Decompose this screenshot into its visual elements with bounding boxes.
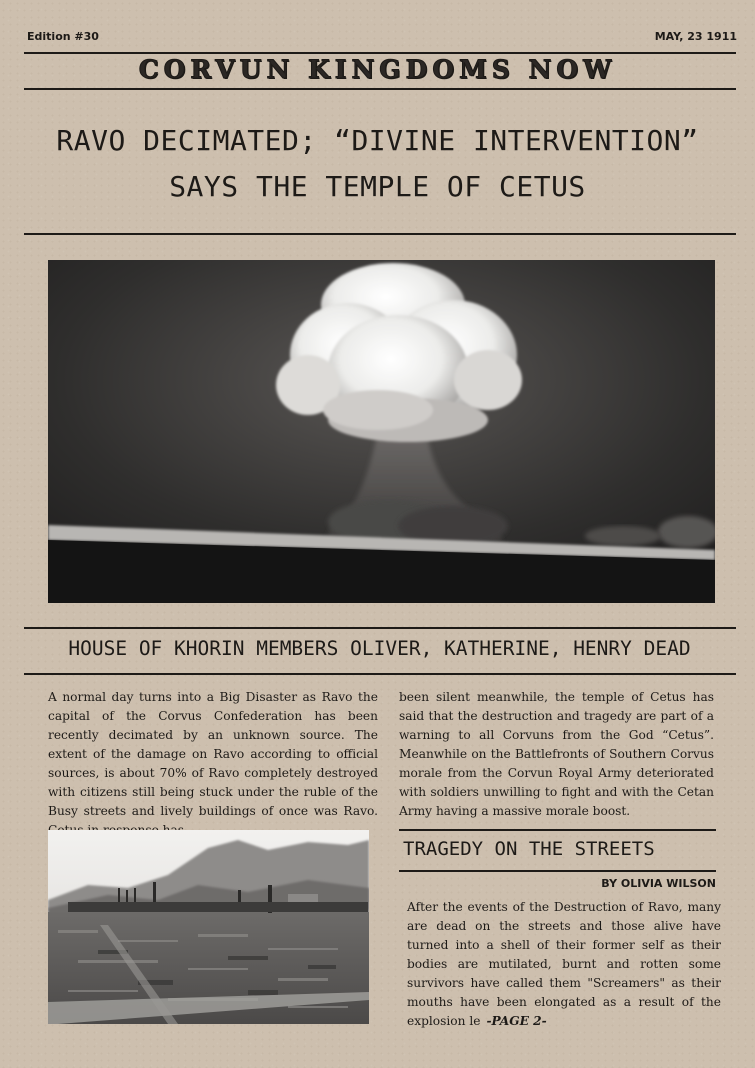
- sidebar-body: [407, 898, 721, 1031]
- byline: BY OLIVIA WILSON: [601, 877, 716, 890]
- page-reference: -PAGE 2-: [486, 1014, 547, 1028]
- headline-rule: [24, 233, 736, 235]
- explosion-photo: [48, 260, 715, 603]
- subheadline: HOUSE OF KHORIN MEMBERS OLIVER, KATHERINE, HENRY DEAD: [68, 637, 691, 660]
- main-headline: [20, 118, 735, 210]
- ruins-photo: [48, 830, 369, 1024]
- issue-date: MAY, 23 1911: [654, 30, 737, 43]
- sidebar-top-rule: [399, 829, 716, 831]
- sidebar-body-text: After the events of the Destruction of Ravo, many are dead on the streets and those alive have turned into a shell of their former self as their bodies are mutilated, burnt and rotten some survivors have called them "Screamers" as their mouths have been elongated as a result of the explosion le: [407, 900, 721, 1028]
- subhead-top-rule: [24, 627, 736, 629]
- article-column-1: A normal day turns into a Big Disaster as Ravo the capital of the Corvus Confederation has been recently decimated by an unknown source. The extent of the damage on Ravo according to official sources, is about 70% of Ravo completely destroyed with citizens still being stuck under the ruble of the Busy streets and lively buildings of once was Ravo.: [48, 690, 378, 818]
- masthead: CORVUN KINGDOMS NOW: [138, 55, 617, 84]
- headline-line-2: SAYS THE TEMPLE OF CETUS: [169, 170, 586, 203]
- sidebar-title: TRAGEDY ON THE STREETS: [403, 838, 655, 860]
- article-column-2: been silent meanwhile, the temple of Cetus has said that the destruction and tragedy are part of a warning to all Corvuns from the God “Cetus”. Meanwhile on the Battlefronts of Southern Corvus morale from the Corvun Royal Army deteriorated with soldiers unwilling to fight and with the Cetan Army having a massive morale boost.: [399, 690, 714, 818]
- sidebar-title-rule: [399, 870, 716, 872]
- edition-number: Edition #30: [27, 30, 99, 43]
- mushroom-cloud-image: [48, 260, 715, 603]
- masthead-bottom-rule: [24, 88, 736, 90]
- subhead-bottom-rule: [24, 673, 736, 675]
- destroyed-city-image: [48, 830, 369, 1024]
- headline-line-1: RAVO DECIMATED; “DIVINE INTERVENTION”: [56, 124, 699, 157]
